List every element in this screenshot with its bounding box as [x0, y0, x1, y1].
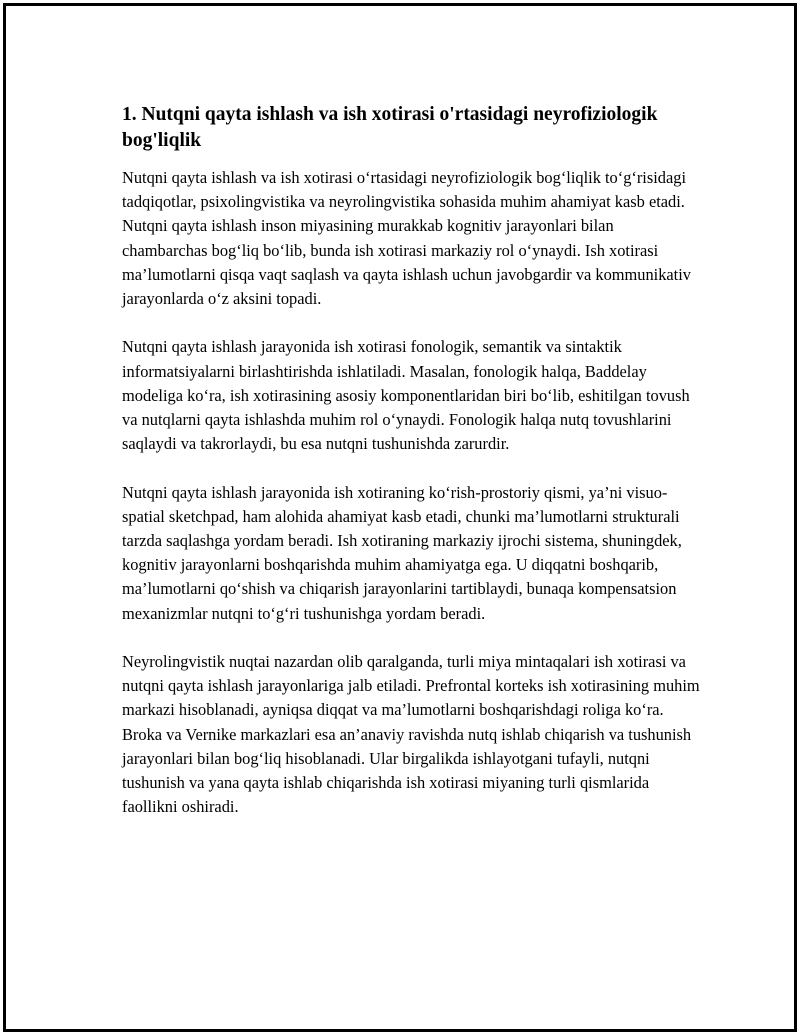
paragraph-2: Nutqni qayta ishlash jarayonida ish xotirasi fonologik, semantik va sintaktik informatsiyalarni birlashtirishda ishlatiladi. Masalan, fonologik halqa, Baddelay modeliga ko‘ra, ish xotirasining asosiy komponentlaridan biri bo‘lib, eshitilgan tovush va nutqlarni qayta ishlashda muhim rol o‘ynaydi. Fonologik halqa nutq tovushlarini saqlaydi va takrorlaydi, bu esa nutqni tushunishda zarurdir. [122, 337, 690, 454]
paragraph-1: Nutqni qayta ishlash va ish xotirasi o‘rtasidagi neyrofiziologik bog‘liqlik to‘g‘risidagi tadqiqotlar, psixolingvistika va neyrolingvistika sohasida muhim ahamiyat kasb etadi. Nutqni qayta ishlash inson miyasining murakkab kognitiv jarayonlari bilan chambarchas bog‘liq bo‘lib, bunda ish xotirasi markaziy rol o‘ynaydi. Ish xotirasi ma’lumotlarni qisqa vaqt saqlash va qayta ishlash uchun javobgardir va kommunikativ jarayonlarda o‘z aksini topadi. [122, 168, 691, 309]
paragraph-4: Neyrolingvistik nuqtai nazardan olib qaralganda, turli miya mintaqalari ish xotirasi va nutqni qayta ishlash jarayonlariga jalb etiladi. Prefrontal korteks ish xotirasining muhim markazi hisoblanadi, ayniqsa diqqat va ma’lumotlarni boshqarishdagi roliga ko‘ra. Broka va Vernike markazlari esa an’anaviy ravishda nutq ishlab chiqarish va tushunish jarayonlari bilan bog‘liq hisoblanadi. Ular birgalikda ishlayotgani tufayli, nutqni tushunish va yana qayta ishlab chiqarishda ish xotirasi miyaning turli qismlarida faollikni oshiradi. [122, 652, 700, 817]
document-body [122, 102, 702, 844]
paragraph-3: Nutqni qayta ishlash jarayonida ish xotiraning ko‘rish-prostoriy qismi, ya’ni visuo-spatial sketchpad, ham alohida ahamiyat kasb etadi, chunki ma’lumotlarni strukturali tarzda saqlashga yordam beradi. Ish xotiraning markaziy ijrochi sistema, shuningdek, kognitiv jarayonlarni boshqarishda muhim ahamiyatga ega. U diqqatni boshqarib, ma’lumotlarni qo‘shish va chiqarish jarayonlarini tartiblaydi, bunaqa kompensatsion mexanizmlar nutqni to‘g‘ri tushunishga yordam beradi. [122, 482, 682, 623]
section-heading: 1. Nutqni qayta ishlash va ish xotirasi o'rtasidagi neyrofiziologik bog'liqlik [122, 104, 658, 151]
page-frame [3, 3, 797, 1032]
